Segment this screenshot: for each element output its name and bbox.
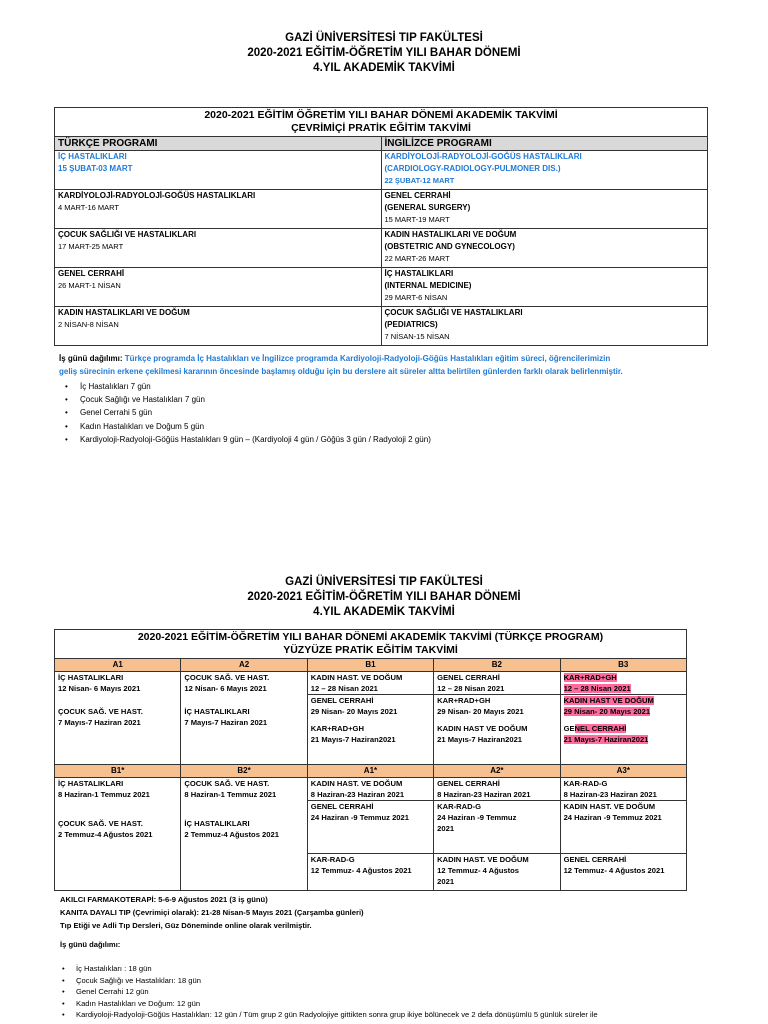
list-item: • Kardiyoloji-Radyoloji-Göğüs Hastalıkları: 12 gün / Tüm grup 2 gün Radyolojiye gittikten sonra grup ikiye bölünecek ve 2 defa dönüşümlü 5 günlük süreler ile (62, 1010, 598, 1019)
rotation-course: KAR+RAD+GH (434, 694, 559, 706)
course-subtitle: (GENERAL SURGERY) (384, 203, 471, 212)
rotation-date: 24 Haziran -9 Temmuz 2021 (563, 813, 662, 822)
rotation-date: 24 Haziran -9 Temmuz 2021 (437, 813, 517, 833)
list-item: • Çocuk Sağlığı ve Hastalıkları: 18 gün (62, 975, 201, 985)
table2-caption-1: 2020-2021 EĞİTİM-ÖĞRETİM YILI BAHAR DÖNEMİ AKADEMİK TAKVİMİ (TÜRKÇE PROGRAM) (137, 631, 604, 643)
extra-notes (60, 893, 364, 951)
rotation-course-highlight: KAR+RAD+GH (563, 673, 617, 682)
list-item: • İç Hastalıkları 7 gün (65, 382, 151, 391)
group-header: B1* (55, 765, 181, 778)
rotation-date: 8 Haziran-1 Temmuz 2021 (184, 790, 277, 799)
course-name: ÇOCUK SAĞLIĞI VE HASTALIKLARI (58, 230, 197, 239)
group-header: A2 (181, 659, 307, 672)
course-name: KADIN HASTALIKLARI VE DOĞUM (384, 230, 517, 239)
rotation-date: 8 Haziran-23 Haziran 2021 (310, 790, 405, 799)
rotation-date-highlight: 29 Nisan- 20 Mayıs 2021 (563, 707, 651, 716)
course-name: ÇOCUK SAĞLIĞI VE HASTALIKLARI (384, 308, 523, 317)
list-item: • Kadın Hastalıkları ve Doğum 5 gün (65, 421, 205, 431)
group-header: B1 (307, 659, 433, 672)
rotation-course-prefix: GE (563, 724, 575, 733)
course-date: 17 MART-25 MART (58, 242, 124, 251)
rotation-course: ÇOCUK SAĞ. VE HAST. (184, 779, 270, 788)
note-text-a: Türkçe programda İç Hastalıkları ve İngilizce programda Kardiyoloji-Radyoloji-Göğüs Hastalıkları eğitim süreci, öğrencilerimizin (122, 354, 611, 363)
rotation-date: 12 Nisan- 6 Mayıs 2021 (184, 684, 267, 693)
course-name: KADIN HASTALIKLARI VE DOĞUM (58, 308, 190, 317)
workday-note (59, 352, 739, 378)
course-date: 22 ŞUBAT-12 MART (384, 176, 455, 185)
list-item: • Genel Cerrahi 12 gün (62, 987, 149, 996)
table2-caption-2: YÜZYÜZE PRATİK EĞİTİM TAKVİMİ (283, 644, 458, 656)
rotation-course: ÇOCUK SAĞ. VE HAST. (58, 819, 143, 828)
rotation-date: 7 Mayıs-7 Haziran 2021 (184, 718, 268, 727)
rotation-course: KAR+RAD+GH (310, 724, 364, 733)
course-name: KARDİYOLOJİ-RADYOLOJİ-GOĞÜS HASTALIKLARI (384, 152, 582, 161)
list-item: • Kardiyoloji-Radyoloji-Göğüs Hastalıkları 9 gün – (Kardiyoloji 4 gün / Göğüs 3 gün / Radyoloji 2 gün) (65, 434, 431, 444)
rotation-course: ÇOCUK SAĞ. VE HAST. (58, 707, 143, 716)
course-date: 2 NİSAN-8 NİSAN (58, 320, 119, 329)
faculty-title: GAZİ ÜNİVERSİTESİ TIP FAKÜLTESİ (285, 576, 483, 588)
rotation-course: GENEL CERRAHİ (308, 800, 433, 812)
group-header: A3* (560, 765, 686, 778)
calendar-title: 4.YIL AKADEMİK TAKVİMİ (313, 606, 455, 618)
rotation-date: 12 Nisan- 6 Mayıs 2021 (58, 684, 141, 693)
course-date: 4 MART-16 MART (58, 203, 119, 212)
list-item: • Genel Cerrahi 5 gün (65, 408, 153, 418)
rotation-course: GENEL CERRAHİ (437, 779, 500, 788)
workday-list-2 (60, 963, 598, 1021)
rotation-date: 12 Temmuz- 4 Ağustos 2021 (437, 866, 520, 886)
rotation-course-highlight: KADIN HAST VE DOĞUM (563, 696, 654, 705)
col-english-program: İNGİLİZCE PROGRAMI (381, 137, 708, 151)
table1-caption-2: ÇEVRİMİÇİ PRATİK EĞİTİM TAKVİMİ (291, 122, 471, 134)
rotation-date: 12 Temmuz- 4 Ağustos 2021 (563, 866, 665, 875)
note-text-b: geliş sürecinin erkene çekilmesi kararının öncesinde başlamış olduğu için bu derslere ait süreler altta belirtilen günlerden farklı olarak belirlenmiştir. (59, 367, 623, 376)
rotation-course: GENEL CERRAHİ (308, 694, 433, 706)
rotation-course: KADIN HAST. VE DOĞUM (561, 800, 686, 812)
group-header: A1 (55, 659, 181, 672)
rotation-date: 12 – 28 Nisan 2021 (310, 684, 378, 693)
group-header: B3 (560, 659, 686, 672)
rotation-date: 21 Mayıs-7 Haziran2021 (437, 735, 523, 744)
list-item: • Kadın Hastalıkları ve Doğum: 12 gün (62, 998, 201, 1008)
table-row (55, 151, 708, 190)
rotation-course: KADIN HAST VE DOĞUM (437, 724, 528, 733)
rotation-date: 2 Temmuz-4 Ağustos 2021 (58, 830, 153, 839)
table-row (55, 307, 708, 346)
group-header: B2* (181, 765, 307, 778)
rotation-course: KAR-RAD-G (563, 779, 608, 788)
calendar-title: 4.YIL AKADEMİK TAKVİMİ (313, 62, 455, 74)
rotation-date: 21 Mayıs-7 Haziran2021 (310, 735, 396, 744)
rotation-course: İÇ HASTALIKLARI (184, 819, 250, 828)
online-practice-table (54, 107, 708, 346)
table-row (55, 229, 708, 268)
course-name: İÇ HASTALIKLARI (58, 152, 127, 161)
rotation-date: 24 Haziran -9 Temmuz 2021 (310, 813, 409, 822)
group-header: B2 (434, 659, 560, 672)
rotation-date-highlight: 12 – 28 Nisan 2021 (563, 684, 631, 693)
rotation-date-highlight: 21 Mayıs-7 Haziran2021 (563, 735, 649, 744)
semester-title: 2020-2021 EĞİTİM-ÖĞRETİM YILI BAHAR DÖNEMİ (247, 47, 521, 59)
header-1 (0, 31, 768, 76)
rational-pharmacotherapy-note: AKILCI FARMAKOTERAPİ: 5-6-9 Ağustos 2021 (3 iş günü) (60, 895, 268, 904)
rotation-course: KADIN HAST. VE DOĞUM (310, 673, 403, 682)
rotation-date: 12 Temmuz- 4 Ağustos 2021 (310, 866, 412, 875)
rotation-date: 8 Haziran-23 Haziran 2021 (563, 790, 657, 799)
group-header: A1* (307, 765, 433, 778)
rotation-course: KADIN HAST. VE DOĞUM (434, 853, 559, 865)
list-item: • İç Hastalıkları : 18 gün (62, 964, 152, 973)
rotation-course: İÇ HASTALIKLARI (58, 673, 124, 682)
course-name: GENEL CERRAHİ (58, 269, 125, 278)
rotation-course: ÇOCUK SAĞ. VE HAST. (184, 673, 270, 682)
course-subtitle: (PEDIATRICS) (384, 320, 438, 329)
table-row (55, 778, 687, 891)
group-header: A2* (434, 765, 560, 778)
rotation-date: 8 Haziran-1 Temmuz 2021 (58, 790, 150, 799)
table-row (55, 672, 687, 765)
rotation-date: 8 Haziran-23 Haziran 2021 (437, 790, 531, 799)
rotation-course: KADIN HAST. VE DOĞUM (310, 779, 403, 788)
course-subtitle: (OBSTETRIC AND GYNECOLOGY) (384, 242, 515, 251)
rotation-course: İÇ HASTALIKLARI (184, 707, 250, 716)
course-date: 15 ŞUBAT-03 MART (58, 164, 133, 173)
course-date: 15 MART-19 MART (384, 215, 450, 224)
semester-title: 2020-2021 EĞİTİM-ÖĞRETİM YILI BAHAR DÖNEMİ (247, 591, 521, 603)
workday-label-2: İş günü dağılımı: (60, 940, 121, 949)
workday-list-1 (60, 380, 431, 446)
face-to-face-practice-table (54, 629, 687, 891)
course-subtitle: (CARDIOLOGY-RADIOLOGY-PULMONER DIS.) (384, 164, 561, 173)
header-2 (0, 575, 768, 620)
course-date: 26 MART-1 NİSAN (58, 281, 121, 290)
rotation-course: GENEL CERRAHİ (561, 853, 686, 865)
col-turkish-program: TÜRKÇE PROGRAMI (55, 137, 382, 151)
table-row (55, 268, 708, 307)
rotation-course: İÇ HASTALIKLARI (58, 779, 124, 788)
ethics-note: Tıp Etiği ve Adli Tıp Dersleri, Güz Döneminde online olarak verilmiştir. (60, 921, 312, 930)
course-subtitle: (INTERNAL MEDICINE) (384, 281, 472, 290)
rotation-course-highlight: NEL CERRAHİ (574, 724, 627, 733)
rotation-course: GENEL CERRAHİ (437, 673, 500, 682)
table1-caption-1: 2020-2021 EĞİTİM ÖĞRETİM YILI BAHAR DÖNEMİ AKADEMİK TAKVİMİ (204, 109, 558, 121)
faculty-title: GAZİ ÜNİVERSİTESİ TIP FAKÜLTESİ (285, 32, 483, 44)
rotation-date: 12 – 28 Nisan 2021 (437, 684, 505, 693)
course-date: 7 NİSAN-15 NİSAN (384, 332, 450, 341)
rotation-date: 29 Nisan- 20 Mayıs 2021 (437, 707, 524, 716)
workday-label: İş günü dağılımı: (59, 354, 123, 363)
rotation-date: 2 Temmuz-4 Ağustos 2021 (184, 830, 279, 839)
course-name: İÇ HASTALIKLARI (384, 269, 454, 278)
course-name: GENEL CERRAHİ (384, 191, 451, 200)
course-date: 22 MART-26 MART (384, 254, 450, 263)
evidence-based-medicine-note: KANITA DAYALI TIP (Çevrimiçi olarak): 21-28 Nisan-5 Mayıs 2021 (Çarşamba günleri) (60, 908, 364, 917)
rotation-course: KAR-RAD-G (434, 800, 559, 812)
table-row (55, 190, 708, 229)
course-name: KARDİYOLOJİ-RADYOLOJİ-GOĞÜS HASTALIKLARI (58, 191, 256, 200)
rotation-course: KAR-RAD-G (308, 853, 433, 865)
list-item: • Çocuk Sağlığı ve Hastalıkları 7 gün (65, 395, 205, 405)
course-date: 29 MART-6 NİSAN (384, 293, 448, 302)
rotation-date: 29 Nisan- 20 Mayıs 2021 (310, 707, 398, 716)
rotation-date: 7 Mayıs-7 Haziran 2021 (58, 718, 141, 727)
